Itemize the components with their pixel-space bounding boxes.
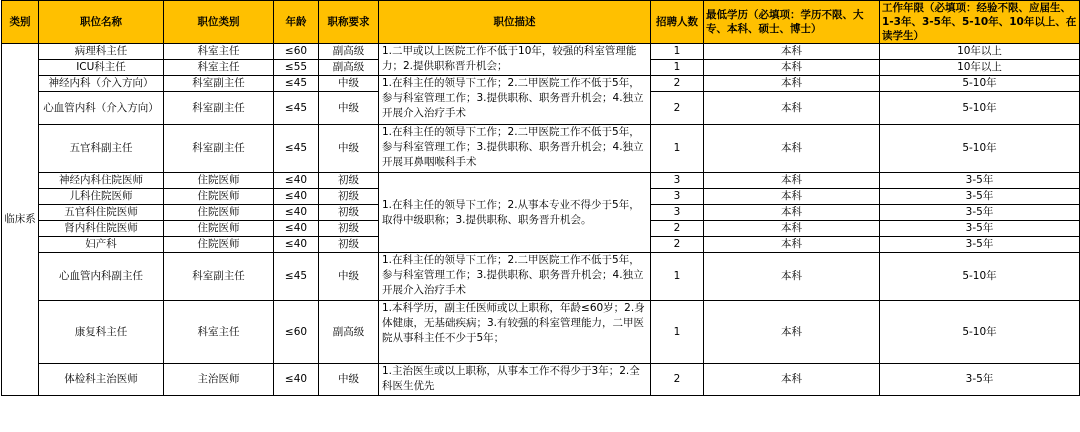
header-row: [2, 1, 1080, 44]
education-cell: 本科: [704, 60, 880, 76]
count-cell: 2: [651, 364, 704, 396]
position-cell: 五官科住院医师: [39, 205, 164, 221]
table-row: [2, 44, 1080, 60]
type-cell: 科室主任: [164, 60, 274, 76]
count-cell: 2: [651, 76, 704, 92]
header-experience: 工作年限（必填项：经验不限、应届生、1-3年、3-5年、5-10年、10年以上、在读学生）: [880, 1, 1080, 44]
header-desc: 职位描述: [379, 1, 651, 44]
position-cell: ICU科主任: [39, 60, 164, 76]
experience-cell: 10年以上: [880, 44, 1080, 60]
title-req-cell: 中级: [319, 125, 379, 173]
title-req-cell: 中级: [319, 76, 379, 92]
position-cell: 神经内科（介入方向）: [39, 76, 164, 92]
education-cell: 本科: [704, 253, 880, 301]
count-cell: 3: [651, 173, 704, 189]
education-cell: 本科: [704, 173, 880, 189]
education-cell: 本科: [704, 125, 880, 173]
age-cell: ≤60: [274, 301, 319, 364]
age-cell: ≤40: [274, 173, 319, 189]
title-req-cell: 初级: [319, 189, 379, 205]
age-cell: ≤45: [274, 125, 319, 173]
desc-cell: 1.在科主任的领导下工作；2.二甲医院工作不低于5年，参与科室管理工作；3.提供职称、职务晋升机会；4.独立开展介入治疗手术: [379, 253, 651, 301]
age-cell: ≤45: [274, 76, 319, 92]
title-req-cell: 中级: [319, 253, 379, 301]
table-row: [2, 253, 1080, 301]
education-cell: 本科: [704, 92, 880, 125]
experience-cell: 3-5年: [880, 205, 1080, 221]
count-cell: 1: [651, 60, 704, 76]
title-req-cell: 初级: [319, 205, 379, 221]
type-cell: 科室主任: [164, 301, 274, 364]
count-cell: 1: [651, 253, 704, 301]
header-age: 年龄: [274, 1, 319, 44]
header-category: 类别: [2, 1, 39, 44]
position-cell: 肾内科住院医师: [39, 221, 164, 237]
table-row: [2, 173, 1080, 189]
title-req-cell: 副高级: [319, 44, 379, 60]
type-cell: 住院医师: [164, 173, 274, 189]
count-cell: 1: [651, 301, 704, 364]
age-cell: ≤40: [274, 364, 319, 396]
type-cell: 住院医师: [164, 205, 274, 221]
type-cell: 住院医师: [164, 237, 274, 253]
position-cell: 体检科主治医师: [39, 364, 164, 396]
type-cell: 科室副主任: [164, 253, 274, 301]
education-cell: 本科: [704, 301, 880, 364]
education-cell: 本科: [704, 189, 880, 205]
desc-cell: 1.在科主任的领导下工作；2.二甲医院工作不低于5年，参与科室管理工作；3.提供职称、职务晋升机会；4.独立开展介入治疗手术: [379, 76, 651, 125]
experience-cell: 5-10年: [880, 253, 1080, 301]
count-cell: 3: [651, 189, 704, 205]
type-cell: 科室主任: [164, 44, 274, 60]
age-cell: ≤40: [274, 237, 319, 253]
type-cell: 主治医师: [164, 364, 274, 396]
title-req-cell: 初级: [319, 237, 379, 253]
desc-cell: 1.二甲或以上医院工作不低于10年，较强的科室管理能力；2.提供职称晋升机会；: [379, 44, 651, 76]
title-req-cell: 中级: [319, 364, 379, 396]
count-cell: 2: [651, 221, 704, 237]
title-req-cell: 初级: [319, 173, 379, 189]
category-cell: 临床系: [2, 44, 39, 396]
table-row: [2, 301, 1080, 364]
experience-cell: 3-5年: [880, 364, 1080, 396]
age-cell: ≤40: [274, 221, 319, 237]
header-position: 职位名称: [39, 1, 164, 44]
type-cell: 住院医师: [164, 189, 274, 205]
count-cell: 2: [651, 237, 704, 253]
header-education: 最低学历（必填项：学历不限、大专、本科、硕士、博士）: [704, 1, 880, 44]
count-cell: 1: [651, 125, 704, 173]
experience-cell: 3-5年: [880, 173, 1080, 189]
experience-cell: 5-10年: [880, 76, 1080, 92]
table-row: [2, 76, 1080, 92]
position-cell: 五官科副主任: [39, 125, 164, 173]
type-cell: 住院医师: [164, 221, 274, 237]
desc-cell: 1.在科主任的领导下工作；2.二甲医院工作不低于5年，参与科室管理工作；3.提供职称、职务晋升机会；4.独立开展耳鼻咽喉科手术: [379, 125, 651, 173]
position-cell: 神经内科住院医师: [39, 173, 164, 189]
count-cell: 3: [651, 205, 704, 221]
position-cell: 康复科主任: [39, 301, 164, 364]
type-cell: 科室副主任: [164, 76, 274, 92]
desc-cell: 1.在科主任的领导下工作；2.从事本专业不得少于5年，取得中级职称；3.提供职称、职务晋升机会。: [379, 173, 651, 253]
age-cell: ≤60: [274, 44, 319, 60]
age-cell: ≤40: [274, 205, 319, 221]
position-cell: 妇产科: [39, 237, 164, 253]
age-cell: ≤55: [274, 60, 319, 76]
experience-cell: 3-5年: [880, 237, 1080, 253]
experience-cell: 5-10年: [880, 301, 1080, 364]
education-cell: 本科: [704, 221, 880, 237]
age-cell: ≤45: [274, 92, 319, 125]
title-req-cell: 副高级: [319, 60, 379, 76]
table-row: [2, 125, 1080, 173]
education-cell: 本科: [704, 76, 880, 92]
experience-cell: 5-10年: [880, 125, 1080, 173]
education-cell: 本科: [704, 364, 880, 396]
age-cell: ≤40: [274, 189, 319, 205]
type-cell: 科室副主任: [164, 125, 274, 173]
education-cell: 本科: [704, 205, 880, 221]
experience-cell: 10年以上: [880, 60, 1080, 76]
position-cell: 心血管内科副主任: [39, 253, 164, 301]
recruitment-table: [1, 0, 1080, 396]
type-cell: 科室副主任: [164, 92, 274, 125]
title-req-cell: 中级: [319, 92, 379, 125]
desc-cell: 1.主治医生或以上职称，从事本工作不得少于3年；2.全科医生优先: [379, 364, 651, 396]
position-cell: 病理科主任: [39, 44, 164, 60]
experience-cell: 3-5年: [880, 189, 1080, 205]
header-type: 职位类别: [164, 1, 274, 44]
header-count: 招聘人数: [651, 1, 704, 44]
position-cell: 心血管内科（介入方向）: [39, 92, 164, 125]
desc-cell: 1.本科学历，副主任医师或以上职称，年龄≤60岁；2.身体健康，无基础疾病；3.有较强的科室管理能力，二甲医院从事科主任不少于5年；: [379, 301, 651, 364]
title-req-cell: 副高级: [319, 301, 379, 364]
title-req-cell: 初级: [319, 221, 379, 237]
education-cell: 本科: [704, 237, 880, 253]
count-cell: 1: [651, 44, 704, 60]
table-row: [2, 364, 1080, 396]
age-cell: ≤45: [274, 253, 319, 301]
count-cell: 2: [651, 92, 704, 125]
education-cell: 本科: [704, 44, 880, 60]
experience-cell: 5-10年: [880, 92, 1080, 125]
experience-cell: 3-5年: [880, 221, 1080, 237]
header-title-req: 职称要求: [319, 1, 379, 44]
position-cell: 儿科住院医师: [39, 189, 164, 205]
